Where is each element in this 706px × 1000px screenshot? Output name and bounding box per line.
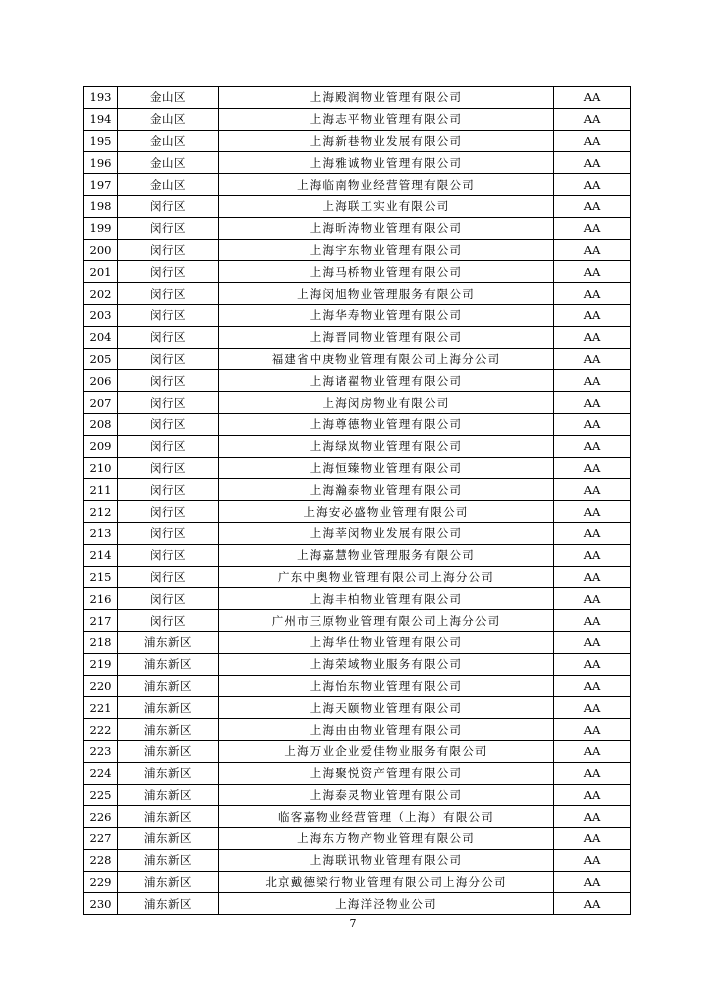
- district-cell: 浦东新区: [118, 740, 219, 762]
- district-cell: 闵行区: [118, 588, 219, 610]
- row-number-cell: 201: [84, 261, 118, 283]
- company-name-cell: 广东中奥物业管理有限公司上海分公司: [219, 566, 554, 588]
- table-row: [84, 108, 631, 130]
- grade-cell: AA: [554, 740, 631, 762]
- grade-cell: AA: [554, 675, 631, 697]
- table-row: [84, 653, 631, 675]
- table-row: [84, 457, 631, 479]
- row-number-cell: 210: [84, 457, 118, 479]
- table-row: [84, 392, 631, 414]
- grade-cell: AA: [554, 479, 631, 501]
- grade-cell: AA: [554, 631, 631, 653]
- district-cell: 闵行区: [118, 261, 219, 283]
- row-number-cell: 193: [84, 87, 118, 109]
- district-cell: 浦东新区: [118, 828, 219, 850]
- district-cell: 浦东新区: [118, 893, 219, 915]
- company-name-cell: 上海丰柏物业管理有限公司: [219, 588, 554, 610]
- district-cell: 浦东新区: [118, 784, 219, 806]
- row-number-cell: 197: [84, 174, 118, 196]
- district-cell: 浦东新区: [118, 806, 219, 828]
- grade-cell: AA: [554, 413, 631, 435]
- grade-cell: AA: [554, 239, 631, 261]
- grade-cell: AA: [554, 893, 631, 915]
- table-row: [84, 413, 631, 435]
- row-number-cell: 196: [84, 152, 118, 174]
- row-number-cell: 218: [84, 631, 118, 653]
- company-name-cell: 上海天颐物业管理有限公司: [219, 697, 554, 719]
- district-cell: 浦东新区: [118, 719, 219, 741]
- table-row: [84, 588, 631, 610]
- row-number-cell: 224: [84, 762, 118, 784]
- table-row: [84, 370, 631, 392]
- table-row: [84, 501, 631, 523]
- grade-cell: AA: [554, 108, 631, 130]
- company-name-cell: 上海华仕物业管理有限公司: [219, 631, 554, 653]
- table-row: [84, 130, 631, 152]
- district-cell: 金山区: [118, 174, 219, 196]
- district-cell: 闵行区: [118, 348, 219, 370]
- company-name-cell: 上海临南物业经营管理有限公司: [219, 174, 554, 196]
- district-cell: 金山区: [118, 152, 219, 174]
- grade-cell: AA: [554, 871, 631, 893]
- page-number: 7: [349, 917, 357, 930]
- row-number-cell: 222: [84, 719, 118, 741]
- row-number-cell: 223: [84, 740, 118, 762]
- company-name-cell: 上海联讯物业管理有限公司: [219, 849, 554, 871]
- grade-cell: AA: [554, 828, 631, 850]
- company-name-cell: 上海泰灵物业管理有限公司: [219, 784, 554, 806]
- table-row: [84, 326, 631, 348]
- row-number-cell: 198: [84, 195, 118, 217]
- row-number-cell: 220: [84, 675, 118, 697]
- table-row: [84, 348, 631, 370]
- table-body: [84, 87, 631, 915]
- row-number-cell: 209: [84, 435, 118, 457]
- grade-cell: AA: [554, 87, 631, 109]
- company-name-cell: 上海瀚泰物业管理有限公司: [219, 479, 554, 501]
- district-cell: 闵行区: [118, 413, 219, 435]
- district-cell: 闵行区: [118, 522, 219, 544]
- row-number-cell: 200: [84, 239, 118, 261]
- district-cell: 闵行区: [118, 610, 219, 632]
- table-row: [84, 719, 631, 741]
- grade-cell: AA: [554, 152, 631, 174]
- grade-cell: AA: [554, 501, 631, 523]
- row-number-cell: 202: [84, 283, 118, 305]
- grade-cell: AA: [554, 522, 631, 544]
- company-name-cell: 上海闵旭物业管理服务有限公司: [219, 283, 554, 305]
- company-name-cell: 上海新巷物业发展有限公司: [219, 130, 554, 152]
- row-number-cell: 217: [84, 610, 118, 632]
- district-cell: 闵行区: [118, 435, 219, 457]
- district-cell: 闵行区: [118, 283, 219, 305]
- district-cell: 闵行区: [118, 195, 219, 217]
- grade-cell: AA: [554, 392, 631, 414]
- company-name-cell: 上海诸翟物业管理有限公司: [219, 370, 554, 392]
- table-row: [84, 283, 631, 305]
- grade-cell: AA: [554, 849, 631, 871]
- company-name-cell: 上海联工实业有限公司: [219, 195, 554, 217]
- grade-cell: AA: [554, 697, 631, 719]
- grade-cell: AA: [554, 588, 631, 610]
- table-row: [84, 675, 631, 697]
- grade-cell: AA: [554, 217, 631, 239]
- grade-cell: AA: [554, 719, 631, 741]
- company-name-cell: 上海晋同物业管理有限公司: [219, 326, 554, 348]
- row-number-cell: 229: [84, 871, 118, 893]
- grade-cell: AA: [554, 544, 631, 566]
- row-number-cell: 215: [84, 566, 118, 588]
- company-name-cell: 上海安必盛物业管理有限公司: [219, 501, 554, 523]
- table-row: [84, 828, 631, 850]
- grade-cell: AA: [554, 435, 631, 457]
- table-row: [84, 740, 631, 762]
- row-number-cell: 206: [84, 370, 118, 392]
- row-number-cell: 216: [84, 588, 118, 610]
- company-name-cell: 上海聚悦资产管理有限公司: [219, 762, 554, 784]
- company-name-cell: 上海华寿物业管理有限公司: [219, 304, 554, 326]
- company-name-cell: 上海昕涛物业管理有限公司: [219, 217, 554, 239]
- row-number-cell: 211: [84, 479, 118, 501]
- table-row: [84, 152, 631, 174]
- row-number-cell: 219: [84, 653, 118, 675]
- company-name-cell: 临客嘉物业经营管理（上海）有限公司: [219, 806, 554, 828]
- district-cell: 闵行区: [118, 544, 219, 566]
- grade-cell: AA: [554, 806, 631, 828]
- table-row: [84, 544, 631, 566]
- company-name-cell: 广州市三原物业管理有限公司上海分公司: [219, 610, 554, 632]
- company-name-cell: 上海嘉慧物业管理服务有限公司: [219, 544, 554, 566]
- grade-cell: AA: [554, 762, 631, 784]
- district-cell: 闵行区: [118, 392, 219, 414]
- table-row: [84, 261, 631, 283]
- grade-cell: AA: [554, 610, 631, 632]
- table-row: [84, 762, 631, 784]
- district-cell: 金山区: [118, 108, 219, 130]
- company-name-cell: 上海尊德物业管理有限公司: [219, 413, 554, 435]
- grade-cell: AA: [554, 566, 631, 588]
- company-rating-table: [83, 86, 631, 915]
- table-row: [84, 304, 631, 326]
- district-cell: 金山区: [118, 130, 219, 152]
- row-number-cell: 228: [84, 849, 118, 871]
- row-number-cell: 195: [84, 130, 118, 152]
- company-name-cell: 上海万业企业爱佳物业服务有限公司: [219, 740, 554, 762]
- grade-cell: AA: [554, 130, 631, 152]
- table-row: [84, 174, 631, 196]
- table-row: [84, 871, 631, 893]
- district-cell: 闵行区: [118, 304, 219, 326]
- grade-cell: AA: [554, 784, 631, 806]
- district-cell: 浦东新区: [118, 871, 219, 893]
- row-number-cell: 194: [84, 108, 118, 130]
- row-number-cell: 230: [84, 893, 118, 915]
- row-number-cell: 221: [84, 697, 118, 719]
- grade-cell: AA: [554, 261, 631, 283]
- grade-cell: AA: [554, 174, 631, 196]
- row-number-cell: 203: [84, 304, 118, 326]
- table-row: [84, 217, 631, 239]
- company-name-cell: 福建省中庚物业管理有限公司上海分公司: [219, 348, 554, 370]
- company-name-cell: 上海荣域物业服务有限公司: [219, 653, 554, 675]
- district-cell: 闵行区: [118, 370, 219, 392]
- company-name-cell: 上海怡东物业管理有限公司: [219, 675, 554, 697]
- district-cell: 闵行区: [118, 566, 219, 588]
- district-cell: 闵行区: [118, 479, 219, 501]
- row-number-cell: 208: [84, 413, 118, 435]
- company-name-cell: 上海闵房物业有限公司: [219, 392, 554, 414]
- table-row: [84, 239, 631, 261]
- company-name-cell: 上海东方物产物业管理有限公司: [219, 828, 554, 850]
- grade-cell: AA: [554, 195, 631, 217]
- grade-cell: AA: [554, 326, 631, 348]
- district-cell: 浦东新区: [118, 653, 219, 675]
- district-cell: 浦东新区: [118, 675, 219, 697]
- grade-cell: AA: [554, 283, 631, 305]
- district-cell: 金山区: [118, 87, 219, 109]
- district-cell: 浦东新区: [118, 762, 219, 784]
- table-row: [84, 522, 631, 544]
- company-name-cell: 北京戴德梁行物业管理有限公司上海分公司: [219, 871, 554, 893]
- grade-cell: AA: [554, 457, 631, 479]
- row-number-cell: 204: [84, 326, 118, 348]
- table-row: [84, 566, 631, 588]
- table-row: [84, 87, 631, 109]
- district-cell: 浦东新区: [118, 849, 219, 871]
- row-number-cell: 212: [84, 501, 118, 523]
- company-name-cell: 上海莘闵物业发展有限公司: [219, 522, 554, 544]
- company-name-cell: 上海由由物业管理有限公司: [219, 719, 554, 741]
- row-number-cell: 205: [84, 348, 118, 370]
- district-cell: 闵行区: [118, 457, 219, 479]
- district-cell: 闵行区: [118, 239, 219, 261]
- row-number-cell: 213: [84, 522, 118, 544]
- grade-cell: AA: [554, 653, 631, 675]
- district-cell: 浦东新区: [118, 697, 219, 719]
- row-number-cell: 214: [84, 544, 118, 566]
- row-number-cell: 225: [84, 784, 118, 806]
- company-name-cell: 上海志平物业管理有限公司: [219, 108, 554, 130]
- table-row: [84, 893, 631, 915]
- row-number-cell: 226: [84, 806, 118, 828]
- company-name-cell: 上海雅诚物业管理有限公司: [219, 152, 554, 174]
- company-name-cell: 上海马桥物业管理有限公司: [219, 261, 554, 283]
- company-name-cell: 上海洋泾物业公司: [219, 893, 554, 915]
- table-row: [84, 806, 631, 828]
- grade-cell: AA: [554, 370, 631, 392]
- district-cell: 闵行区: [118, 217, 219, 239]
- table-row: [84, 784, 631, 806]
- table-row: [84, 849, 631, 871]
- table-row: [84, 195, 631, 217]
- row-number-cell: 199: [84, 217, 118, 239]
- table-row: [84, 479, 631, 501]
- company-name-cell: 上海绿岚物业管理有限公司: [219, 435, 554, 457]
- row-number-cell: 227: [84, 828, 118, 850]
- table-row: [84, 610, 631, 632]
- district-cell: 闵行区: [118, 326, 219, 348]
- table-row: [84, 697, 631, 719]
- row-number-cell: 207: [84, 392, 118, 414]
- company-name-cell: 上海宇东物业管理有限公司: [219, 239, 554, 261]
- district-cell: 闵行区: [118, 501, 219, 523]
- district-cell: 浦东新区: [118, 631, 219, 653]
- grade-cell: AA: [554, 304, 631, 326]
- company-name-cell: 上海殿润物业管理有限公司: [219, 87, 554, 109]
- grade-cell: AA: [554, 348, 631, 370]
- table-row: [84, 435, 631, 457]
- company-name-cell: 上海恒臻物业管理有限公司: [219, 457, 554, 479]
- table-row: [84, 631, 631, 653]
